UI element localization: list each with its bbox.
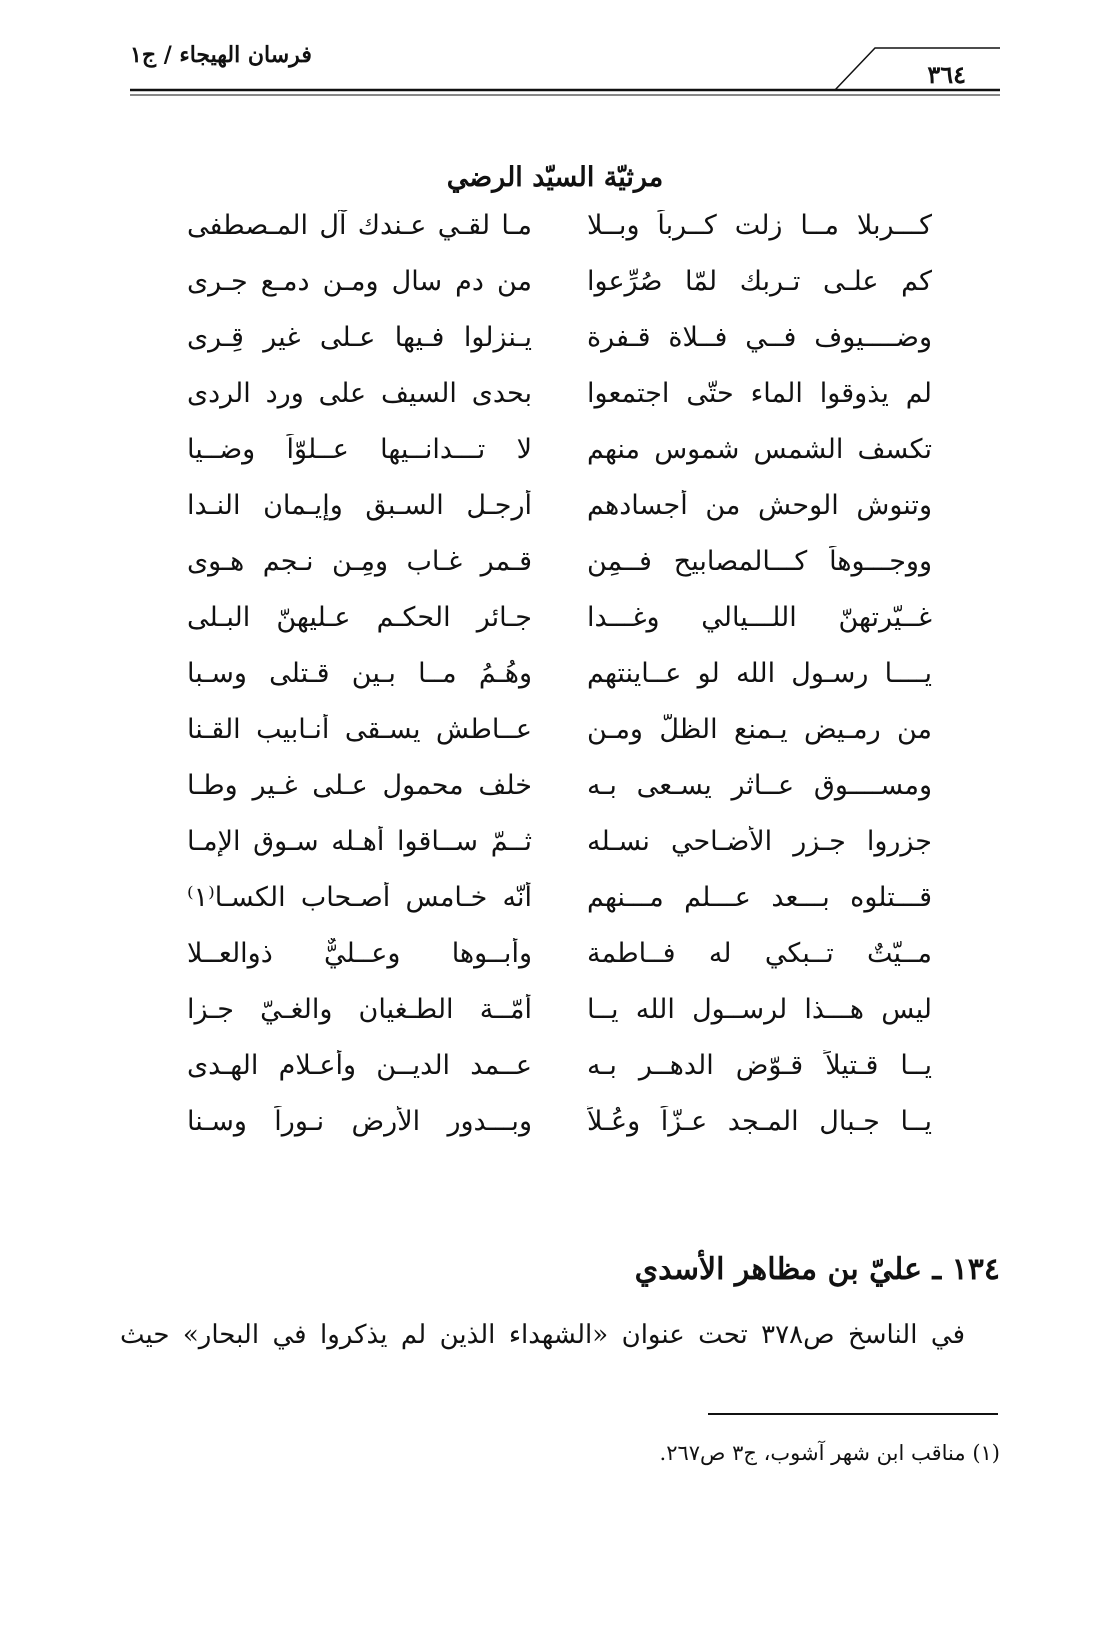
verse-first-hemistich: قـــتلوه بـــعد عـــلم مـــنهم [587, 882, 932, 913]
verse-first-hemistich: جزروا جـزر الأضـاحي نسـله [587, 826, 932, 857]
verse-second-hemistich: أرجـل السـبق وإيـمان النـدا [187, 490, 532, 521]
verse [0, 882, 1110, 938]
verse [0, 322, 1110, 378]
verse [0, 546, 1110, 602]
verse-second-hemistich: جـائر الحكـم عـليهنّ البـلى [187, 602, 532, 633]
verse [0, 826, 1110, 882]
verse-second-hemistich: لا تـــدانــيها عــلوّاً وضــيا [187, 434, 532, 465]
verse [0, 602, 1110, 658]
verse-first-hemistich: ومســــوق عــاثر يسـعى بـه [587, 770, 932, 801]
verse-second-hemistich: من دمٍ سال ومـن دمـعٍ جـرى [187, 266, 532, 297]
verse [0, 434, 1110, 490]
verse-first-hemistich: تكسف الشمس شموس منهم [587, 434, 932, 465]
verse [0, 994, 1110, 1050]
verse-first-hemistich: ليس هـــذا لرســول الله يــا [587, 994, 932, 1025]
verse [0, 1050, 1110, 1106]
poem-title: مرثيّة السيّد الرضي [446, 162, 664, 193]
verse-second-hemistich: خلف محمول عـلى غـير وطـا [187, 770, 532, 801]
verse-first-hemistich: وتنوش الوحش من أجسادهم [587, 490, 932, 521]
verse-second-hemistich: وأبــوها وعــليٌّ ذوالعــلا [187, 938, 532, 969]
running-title: فرسان الهيجاء / ج١ [130, 42, 312, 68]
verse [0, 210, 1110, 266]
verse-second-hemistich: عــمد الديــن وأعـلام الهـدى [187, 1050, 532, 1081]
verse [0, 938, 1110, 994]
verse-second-hemistich: أُمّــة الطـغيان والغـيّ جـزا [187, 994, 532, 1025]
verse [0, 1106, 1110, 1162]
verse-first-hemistich: لم يذوقوا الماء حتّى اجتمعوا [587, 378, 932, 409]
verse-second-hemistich: ثــمّ ســاقوا أهـله سـوق الإمـا [187, 826, 532, 857]
verse [0, 378, 1110, 434]
verse [0, 658, 1110, 714]
verse-first-hemistich: يــــا رسـول الله لو عــاينتهم [587, 658, 932, 689]
verse-second-hemistich: يـنزلوا فـيها عـلى غير قِـرى [187, 322, 532, 353]
verse-first-hemistich: مــيّتٌ تــبكي له فــاطمة [587, 938, 932, 969]
verse-second-hemistich: وبـــدور الأرض نـوراً وسـنا [187, 1106, 532, 1137]
body-paragraph: في الناسخ ص٣٧٨ تحت عنوان «الشهداء الذين لم يذكروا في البحار» حيث [120, 1320, 965, 1350]
verse [0, 714, 1110, 770]
verse-first-hemistich: ووجـــوهاً كـــالمصابيح فــمِن [587, 546, 932, 577]
footnote-rule [708, 1413, 998, 1415]
section-heading: ١٣٤ ـ عليّ بن مظاهر الأسدي [634, 1252, 1000, 1287]
verse [0, 770, 1110, 826]
footnote: (١) مناقب ابن شهر آشوب، ج٣ ص٢٦٧. [659, 1441, 1000, 1465]
verse-second-hemistich: أنّه خـامس أصـحاب الكسـا⁽١⁾ [187, 882, 532, 913]
verse [0, 490, 1110, 546]
verse-first-hemistich: يــا قـتيلاً قـوّض الدهــر بـه [587, 1050, 932, 1081]
verse-first-hemistich: يــا جـبال المـجد عـزّاً وعُـلاً [587, 1106, 932, 1137]
verse-second-hemistich: قـمر غـاب ومِـن نـجم هـوى [187, 546, 532, 577]
verse-first-hemistich: من رمـيض يـمنع الظلّ ومـن [587, 714, 932, 745]
verse-second-hemistich: عــاطش يسـقى أنـابيب القـنا [187, 714, 532, 745]
verse-second-hemistich: بحدى السيف على ورد الردى [187, 378, 532, 409]
verse-second-hemistich: وهُـمُ مــا بـين قـتلى وسـبا [187, 658, 532, 689]
verse-first-hemistich: كـــربلا مــا زلت كــرباً وبــلا [587, 210, 932, 241]
page-number: ٣٦٤ [927, 60, 966, 89]
verse-first-hemistich: وضــــيوف فــي فــلاة قـفرة [587, 322, 932, 353]
verse-second-hemistich: مـا لقـي عـندك آل المـصطفى [187, 210, 532, 241]
page-header [130, 38, 1000, 98]
verse [0, 266, 1110, 322]
verse-first-hemistich: كم علـى تـربك لمّا صُرِّعوا [587, 266, 932, 297]
verse-first-hemistich: غــيّرتهنّ اللـــيالي وغـــدا [587, 602, 932, 633]
